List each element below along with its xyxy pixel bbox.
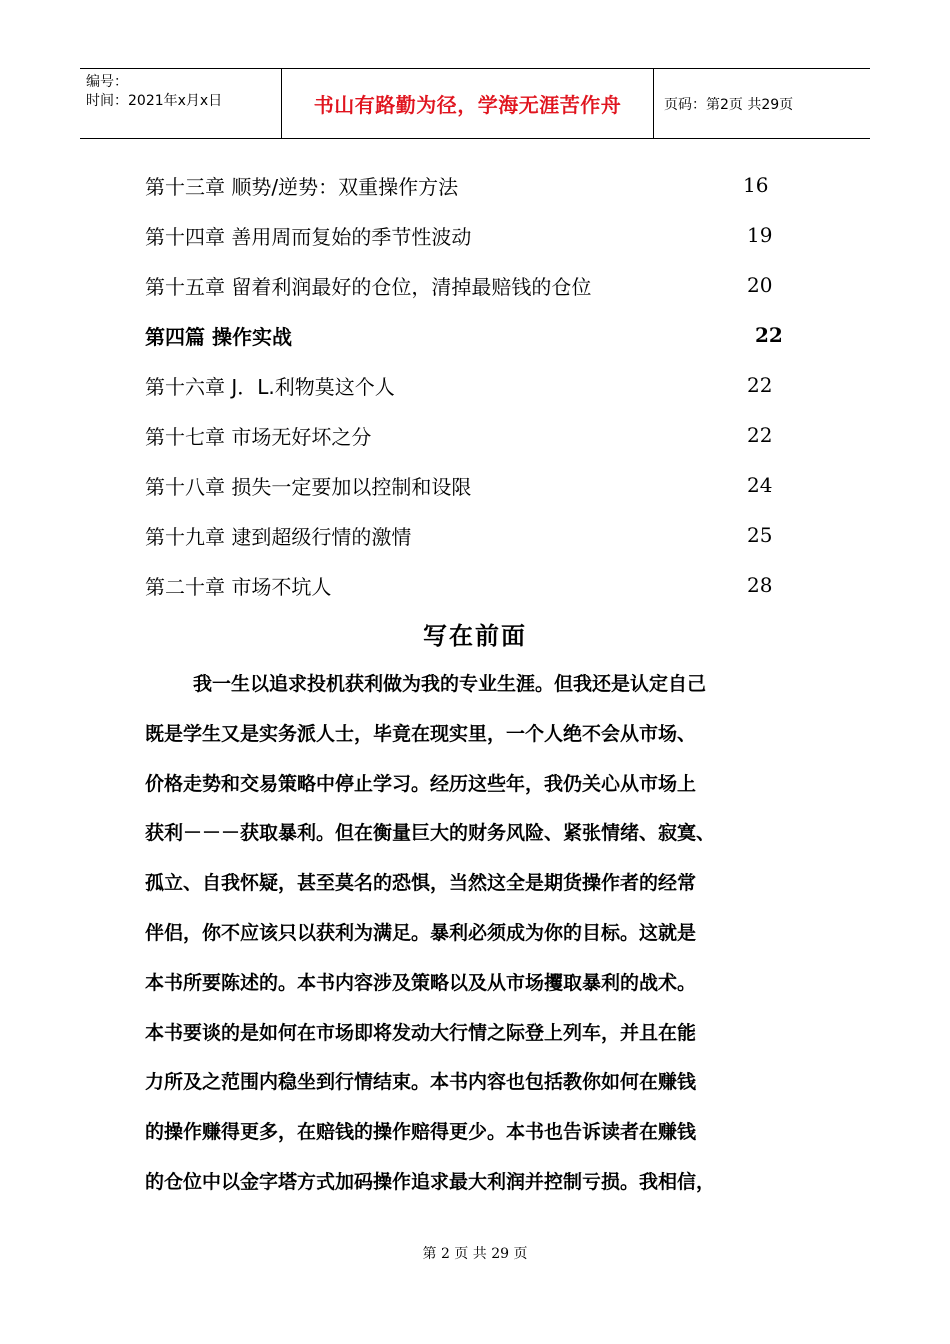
header-motto-cell (282, 69, 654, 138)
paragraph-line: 的操作赚得更多，在赔钱的操作赔得更少。本书也告诉读者在赚钱 (145, 1121, 697, 1144)
toc-entry-page: 22 (755, 323, 783, 347)
toc-entry (145, 410, 825, 460)
toc-entry-title: 第十七章 市场无好坏之分 (145, 424, 372, 449)
toc-entry (145, 460, 825, 510)
time-label: 时间：2021年x月x日 (86, 93, 223, 109)
toc-entry-title: 第二十章 市场不坑人 (145, 574, 332, 599)
toc-entry-page: 22 (747, 373, 773, 397)
header-table (80, 68, 870, 139)
toc-entry (145, 260, 825, 310)
paragraph-line: 的仓位中以金字塔方式加码操作追求最大利润并控制亏损。我相信， (145, 1170, 716, 1193)
toc-entry-page: 28 (747, 573, 773, 597)
motto-text: 书山有路勤为径，学海无涯苦作舟 (313, 93, 622, 117)
toc-entry (145, 360, 825, 410)
paragraph-line: 伴侣，你不应该只以获利为满足。暴利必须成为你的目标。这就是 (145, 921, 697, 944)
paragraph-line: 孤立、自我怀疑，甚至莫名的恐惧，当然这全是期货操作者的经常 (145, 872, 697, 895)
toc-entry-title: 第十八章 损失一定要加以控制和设限 (145, 474, 472, 499)
table-of-contents (145, 160, 825, 610)
paragraph-line: 本书要谈的是如何在市场即将发动大行情之际登上列车，并且在能 (145, 1021, 697, 1044)
paragraph-line: 既是学生又是实务派人士，毕竟在现实里，一个人绝不会从市场、 (145, 722, 697, 745)
header-meta-cell (80, 69, 282, 138)
toc-entry-page: 19 (747, 223, 773, 247)
code-label: 编号： (86, 74, 128, 90)
toc-entry-title: 第十三章 顺势/逆势：双重操作方法 (145, 174, 459, 199)
toc-entry-title: 第四篇 操作实战 (145, 324, 292, 349)
toc-entry (145, 160, 825, 210)
toc-entry-title: 第十五章 留着利润最好的仓位，清掉最赔钱的仓位 (145, 274, 592, 299)
body-text (145, 660, 815, 1208)
toc-entry-page: 24 (747, 473, 773, 497)
paragraph-line: 获利－－－获取暴利。但在衡量巨大的财务风险、紧张情绪、寂寞、 (145, 822, 716, 845)
paragraph-line: 本书所要陈述的。本书内容涉及策略以及从市场攫取暴利的战术。 (145, 971, 697, 994)
toc-entry-title: 第十六章 J．L.利物莫这个人 (145, 374, 395, 399)
toc-entry-page: 16 (743, 173, 769, 197)
toc-entry (145, 510, 825, 560)
header-page-cell (654, 69, 870, 138)
toc-entry (145, 310, 825, 360)
paragraph-line: 力所及之范围内稳坐到行情结束。本书内容也包括教你如何在赚钱 (145, 1071, 697, 1094)
page-footer: 第 2 页 共 29 页 (422, 1246, 528, 1262)
toc-entry-page: 25 (747, 523, 773, 547)
toc-entry-title: 第十四章 善用周而复始的季节性波动 (145, 224, 472, 249)
toc-entry (145, 210, 825, 260)
paragraph-line: 我一生以追求投机获利做为我的专业生涯。但我还是认定自己 (193, 673, 707, 695)
paragraph-line: 价格走势和交易策略中停止学习。经历这些年，我仍关心从市场上 (145, 772, 697, 795)
toc-entry (145, 560, 825, 610)
toc-entry-page: 22 (747, 423, 773, 447)
page-info: 页码：第2页 共29页 (664, 96, 794, 113)
toc-entry-page: 20 (747, 273, 773, 297)
toc-entry-title: 第十九章 逮到超级行情的激情 (145, 524, 412, 549)
section-title: 写在前面 (423, 622, 527, 650)
